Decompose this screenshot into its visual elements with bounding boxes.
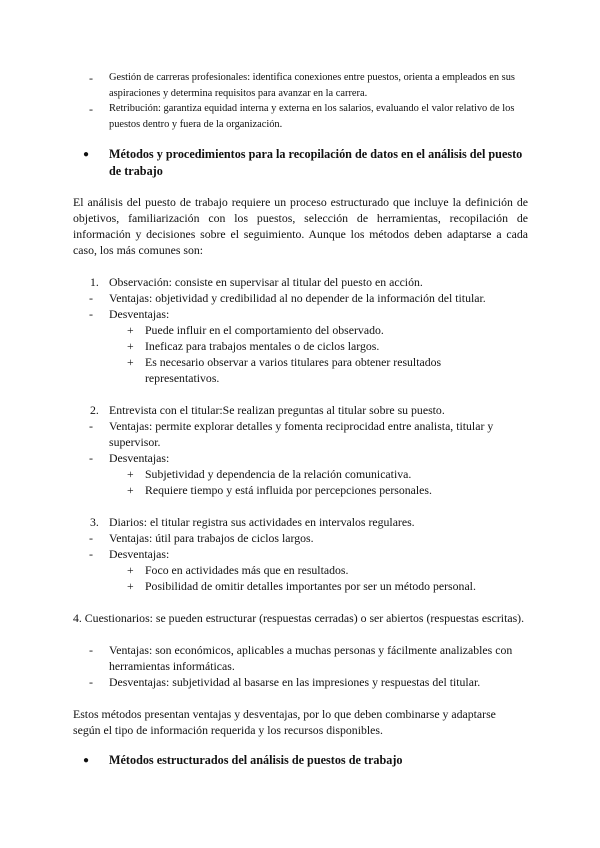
item-title: Diarios: el titular registra sus actividades en intervalos regulares. (109, 515, 415, 529)
sub-list-item-text: Es necesario observar a varios titulares para obtener resultados representativos. (145, 355, 442, 385)
plus-marker: + (127, 355, 134, 369)
dash-marker: - (89, 675, 93, 689)
dash-marker: - (89, 307, 93, 321)
sub-list-item-text: Subjetividad y dependencia de la relación comunicativa. (145, 467, 412, 481)
numbered-item-title: 4. Cuestionarios: se pueden estructurar (respuestas cerradas) o ser abiertos (respuestas escritas). (73, 611, 525, 625)
item-number: 2. (90, 403, 99, 417)
sub-list-item-text: Puede influir en el comportamiento del observado. (145, 323, 384, 337)
sub-list-item-text: Requiere tiempo y está influida por percepciones personales. (145, 483, 432, 497)
ventajas-text: Ventajas: objetividad y credibilidad al no depender de la información del titular. (109, 291, 486, 305)
list-item-text: Retribución: garantiza equidad interna y externa en los salarios, evaluando el valor relativo de los puestos dentro y fuera de la organización. (109, 103, 515, 130)
sub-list-item-text: Foco en actividades más que en resultados. (145, 563, 349, 577)
plus-marker: + (127, 323, 134, 337)
dash-marker: - (89, 71, 93, 85)
sub-list-item-text: Ineficaz para trabajos mentales o de ciclos largos. (145, 339, 380, 353)
desventajas-text: Desventajas: subjetividad al basarse en las impresiones y respuestas del titular. (109, 675, 481, 689)
ventajas-text: Ventajas: útil para trabajos de ciclos largos. (109, 531, 314, 545)
item-number: 1. (90, 275, 99, 289)
intro-paragraph: El análisis del puesto de trabajo requiere un proceso estructurado que incluye la definición de objetivos, familiarización con los puestos, selección de herramientas, recopilación de información y decisiones sobre el seguimiento. Aunque los métodos deben adaptarse a cada caso, los más comunes son: (73, 195, 528, 257)
ventajas-text: Ventajas: permite explorar detalles y fomenta reciprocidad entre analista, titular y supervisor. (109, 419, 494, 449)
section-heading-text: Métodos y procedimientos para la recopilación de datos en el análisis del puesto de trabajo (109, 147, 523, 178)
dash-marker: - (89, 547, 93, 561)
item-number: 3. (90, 515, 99, 529)
desventajas-label: Desventajas: (109, 451, 170, 465)
bullet-icon: ● (83, 149, 90, 160)
plus-marker: + (127, 467, 134, 481)
dash-marker: - (89, 419, 93, 433)
plus-marker: + (127, 339, 134, 353)
plus-marker: + (127, 483, 134, 497)
section-heading-text: Métodos estructurados del análisis de puestos de trabajo (109, 753, 403, 767)
bullet-icon: ● (83, 755, 90, 766)
dash-marker: - (89, 102, 93, 116)
plus-marker: + (127, 563, 134, 577)
dash-marker: - (89, 531, 93, 545)
desventajas-label: Desventajas: (109, 307, 170, 321)
plus-marker: + (127, 579, 134, 593)
item-title: Observación: consiste en supervisar al titular del puesto en acción. (109, 275, 423, 289)
desventajas-label: Desventajas: (109, 547, 170, 561)
dash-marker: - (89, 451, 93, 465)
ventajas-text: Ventajas: son económicos, aplicables a muchas personas y fácilmente analizables con herramientas informáticas. (109, 643, 513, 673)
item-title: Entrevista con el titular:Se realizan preguntas al titular sobre su puesto. (109, 403, 445, 417)
sub-list-item-text: Posibilidad de omitir detalles importantes por ser un método personal. (145, 579, 476, 593)
dash-marker: - (89, 643, 93, 657)
closing-paragraph: Estos métodos presentan ventajas y desventajas, por lo que deben combinarse y adaptarse según el tipo de información requerida y los recursos disponibles. (73, 707, 496, 737)
dash-marker: - (89, 291, 93, 305)
list-item-text: Gestión de carreras profesionales: identifica conexiones entre puestos, orienta a empleados en sus aspiraciones y determina requisitos para avanzar en la carrera. (109, 72, 515, 99)
